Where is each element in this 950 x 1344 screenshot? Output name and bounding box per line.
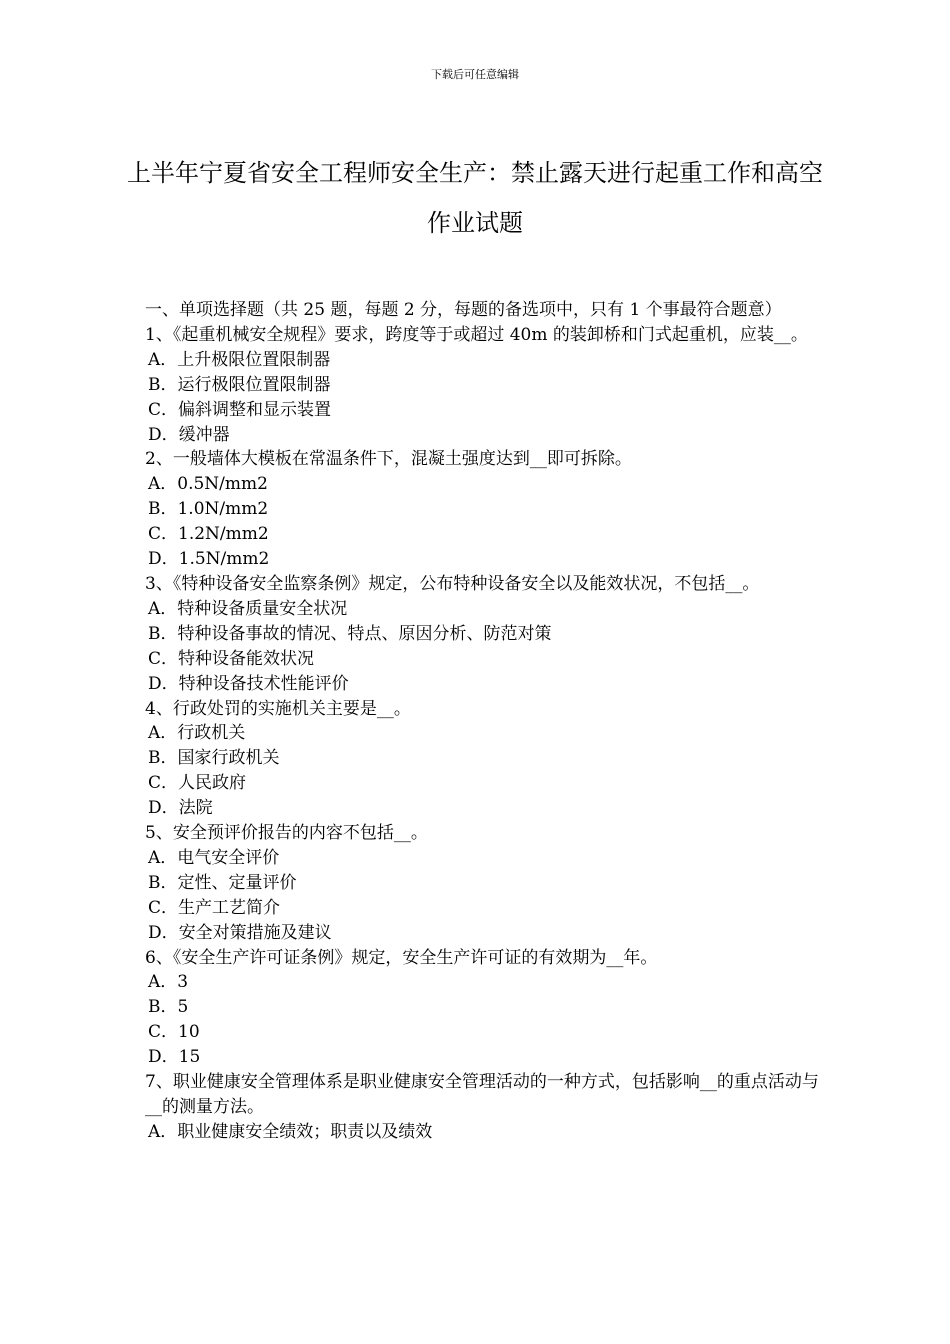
option-d: D．缓冲器: [148, 424, 230, 445]
option-d: D．15: [148, 1047, 201, 1068]
question-1: [145, 323, 825, 448]
question-stem: 3、《特种设备安全监察条例》规定，公布特种设备安全以及能效状况，不包括__。: [145, 573, 760, 594]
option-c: C．1.2N/mm2: [148, 524, 269, 545]
question-3: [145, 572, 825, 697]
question-4: [145, 697, 825, 822]
question-stem: 1、《起重机械安全规程》要求，跨度等于或超过 40m 的装卸桥和门式起重机，应装__。: [145, 324, 808, 345]
section-heading: 一、单项选择题（共 25 题，每题 2 分，每题的备选项中，只有 1 个事最符合题意）: [145, 300, 782, 320]
option-a: A．职业健康安全绩效；职责以及绩效: [148, 1121, 433, 1142]
option-c: C．特种设备能效状况: [148, 648, 315, 669]
option-b: B．国家行政机关: [148, 748, 280, 769]
option-c: C．生产工艺简介: [148, 897, 281, 918]
document-title: 上半年宁夏省安全工程师安全生产：禁止露天进行起重工作和高空作业试题: [127, 159, 823, 237]
option-c: C．偏斜调整和显示装置: [148, 399, 332, 420]
option-b: B．1.0N/mm2: [148, 499, 269, 520]
option-c: C．人民政府: [148, 773, 247, 794]
option-d: D．特种设备技术性能评价: [148, 673, 349, 694]
option-d: D．安全对策措施及建议: [148, 922, 332, 943]
question-stem: 4、行政处罚的实施机关主要是__。: [145, 698, 411, 719]
question-stem: 7、职业健康安全管理体系是职业健康安全管理活动的一种方式，包括影响__的重点活动与__的测量方法。: [145, 1072, 819, 1117]
option-a: A．0.5N/mm2: [148, 474, 268, 495]
option-a: A．电气安全评价: [148, 847, 280, 868]
option-b: B．特种设备事故的情况、特点、原因分析、防范对策: [148, 623, 552, 644]
option-a: A．3: [148, 972, 189, 993]
question-6: [145, 946, 825, 1071]
option-a: A．行政机关: [148, 723, 246, 744]
option-d: D．法院: [148, 798, 213, 819]
question-2: [145, 447, 825, 572]
question-list: [145, 298, 825, 1145]
option-a: A．特种设备质量安全状况: [148, 598, 348, 619]
question-5: [145, 821, 825, 946]
header-note: 下载后可任意编辑: [431, 68, 519, 81]
option-c: C．10: [148, 1022, 200, 1043]
option-b: B．运行极限位置限制器: [148, 374, 331, 395]
option-b: B．5: [148, 997, 189, 1018]
question-stem: 2、一般墙体大模板在常温条件下，混凝土强度达到__即可拆除。: [145, 449, 632, 470]
option-a: A．上升极限位置限制器: [148, 349, 331, 370]
question-7: [145, 1070, 825, 1145]
option-d: D．1.5N/mm2: [148, 549, 270, 570]
question-stem: 6、《安全生产许可证条例》规定，安全生产许可证的有效期为__年。: [145, 947, 658, 968]
option-b: B．定性、定量评价: [148, 872, 297, 893]
question-stem: 5、安全预评价报告的内容不包括__。: [145, 823, 428, 844]
